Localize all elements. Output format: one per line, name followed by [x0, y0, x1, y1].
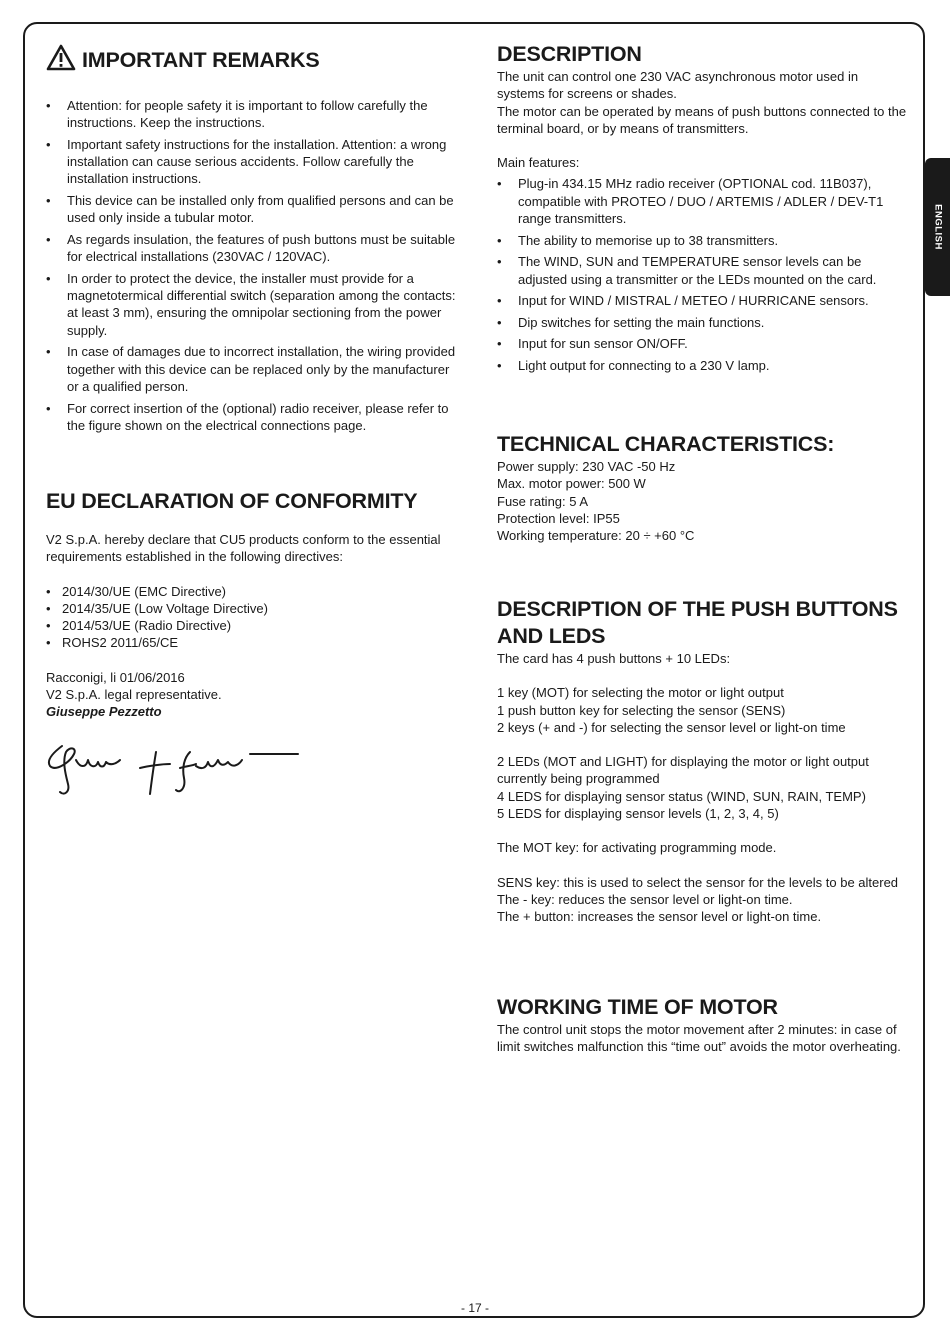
minus-key-text: The - key: reduces the sensor level or light-on time. — [497, 891, 793, 907]
tech-line: Fuse rating: 5 A — [497, 493, 589, 509]
legal-representative: V2 S.p.A. legal representative. — [46, 687, 222, 703]
tech-line: Max. motor power: 500 W — [497, 476, 646, 492]
important-remarks-title: IMPORTANT REMARKS — [82, 48, 320, 72]
description-text-1: The unit can control one 230 VAC asynchronous motor used in systems for screens or shades. — [497, 69, 859, 102]
page-number: - 17 - — [460, 1301, 489, 1315]
list-item: • Input for WIND / MISTRAL / METEO / HURRICANE sensors. — [497, 292, 907, 309]
features-label: Main features: — [497, 155, 580, 171]
push-buttons-title-line2: AND LEDS — [497, 624, 606, 648]
key-line: 1 push button key for selecting the sensor (SENS) — [497, 702, 786, 718]
description-text-2: The motor can be operated by means of push buttons connected to the terminal board, or by means of transmitters. — [497, 103, 907, 136]
list-item: • The WIND, SUN and TEMPERATURE sensor levels can be adjusted using a transmitter or the LEDs mounted on the card. — [497, 253, 907, 288]
important-remarks-heading — [46, 44, 456, 74]
important-remarks-section — [46, 44, 456, 74]
eu-declaration-heading: EU DECLARATION OF CONFORMITY — [46, 489, 418, 513]
push-buttons-title-line1: DESCRIPTION OF THE PUSH BUTTONS — [497, 597, 898, 621]
working-time-heading: WORKING TIME OF MOTOR — [497, 995, 778, 1019]
list-item: • 2014/35/UE (Low Voltage Directive) — [46, 600, 456, 617]
technical-section — [497, 431, 907, 544]
important-remarks-list — [46, 97, 456, 438]
list-item: • 2014/53/UE (Radio Directive) — [46, 617, 456, 634]
features-list — [497, 175, 907, 374]
led-line: 4 LEDS for displaying sensor status (WIND, SUN, RAIN, TEMP) — [497, 788, 866, 804]
list-item: • Plug-in 434.15 MHz radio receiver (OPTIONAL cod. 11B037), compatible with PROTEO / DUO / ARTEMIS / ADLER / DEV-T1 range transmitters. — [497, 175, 907, 227]
mot-key-text: The MOT key: for activating programming mode. — [497, 840, 777, 856]
list-item: • For correct insertion of the (optional) radio receiver, please refer to the figure shown on the electrical connections page. — [46, 400, 456, 435]
sens-key-text: SENS key: this is used to select the sensor for the levels to be altered — [497, 874, 899, 890]
tech-line: Power supply: 230 VAC -50 Hz — [497, 459, 676, 474]
list-item: • 2014/30/UE (EMC Directive) — [46, 583, 456, 600]
handwritten-signature — [44, 738, 304, 800]
working-time-text: The control unit stops the motor movement after 2 minutes: in case of limit switches malfunction this “time out” avoids the motor overheating. — [497, 1022, 901, 1055]
list-item: • Attention: for people safety it is important to follow carefully the instructions. Keep the instructions. — [46, 97, 456, 132]
list-item: • In order to protect the device, the installer must provide for a magnetotermical differential switch (separation among the contacts: at least 3 mm), ensuring the omnipolar sectioning from the power supply. — [46, 270, 456, 339]
working-time-section — [497, 994, 907, 1056]
plus-key-text: The + button: increases the sensor level or light-on time. — [497, 909, 822, 925]
list-item: • Dip switches for setting the main functions. — [497, 314, 907, 331]
led-line: 5 LEDS for displaying sensor levels (1, 2, 3, 4, 5) — [497, 806, 779, 822]
eu-declaration-intro: V2 S.p.A. hereby declare that CU5 products conform to the essential requirements established in the following directives: — [46, 532, 441, 565]
list-item: • Light output for connecting to a 230 V lamp. — [497, 357, 907, 374]
led-line: 2 LEDs (MOT and LIGHT) for displaying the motor or light output currently being programmed — [497, 754, 869, 787]
push-buttons-section — [497, 596, 907, 926]
warning-icon — [46, 44, 76, 71]
list-item: • This device can be installed only from qualified persons and can be used only inside a tubular motor. — [46, 192, 456, 227]
push-buttons-heading — [497, 596, 907, 650]
representative-name: Giuseppe Pezzetto — [46, 704, 162, 720]
list-item: • Important safety instructions for the installation. Attention: a wrong installation can cause serious accidents. Follow carefully the installation instructions. — [46, 136, 456, 188]
tech-line: Protection level: IP55 — [497, 510, 620, 526]
list-item: • The ability to memorise up to 38 transmitters. — [497, 232, 907, 249]
list-item: • Input for sun sensor ON/OFF. — [497, 335, 907, 352]
list-item: • ROHS2 2011/65/CE — [46, 634, 456, 651]
key-line: 1 key (MOT) for selecting the motor or light output — [497, 685, 784, 701]
description-heading: DESCRIPTION — [497, 42, 642, 66]
place-date: Racconigi, li 01/06/2016 — [46, 669, 185, 685]
technical-heading: TECHNICAL CHARACTERISTICS: — [497, 432, 835, 456]
description-section — [497, 41, 907, 379]
language-tab-label: ENGLISH — [932, 204, 943, 250]
language-tab — [925, 158, 950, 296]
push-buttons-intro: The card has 4 push buttons + 10 LEDs: — [497, 651, 731, 666]
list-item: • In case of damages due to incorrect installation, the wiring provided together with this device can be replaced only by the manufacturer or a qualified person. — [46, 343, 456, 395]
tech-line: Working temperature: 20 ÷ +60 °C — [497, 528, 695, 544]
list-item: • As regards insulation, the features of push buttons must be suitable for electrical installations (230VAC / 120VAC). — [46, 231, 456, 266]
eu-declaration-section — [46, 488, 456, 721]
key-line: 2 keys (+ and -) for selecting the sensor level or light-on time — [497, 719, 846, 735]
directives-list — [46, 583, 456, 652]
